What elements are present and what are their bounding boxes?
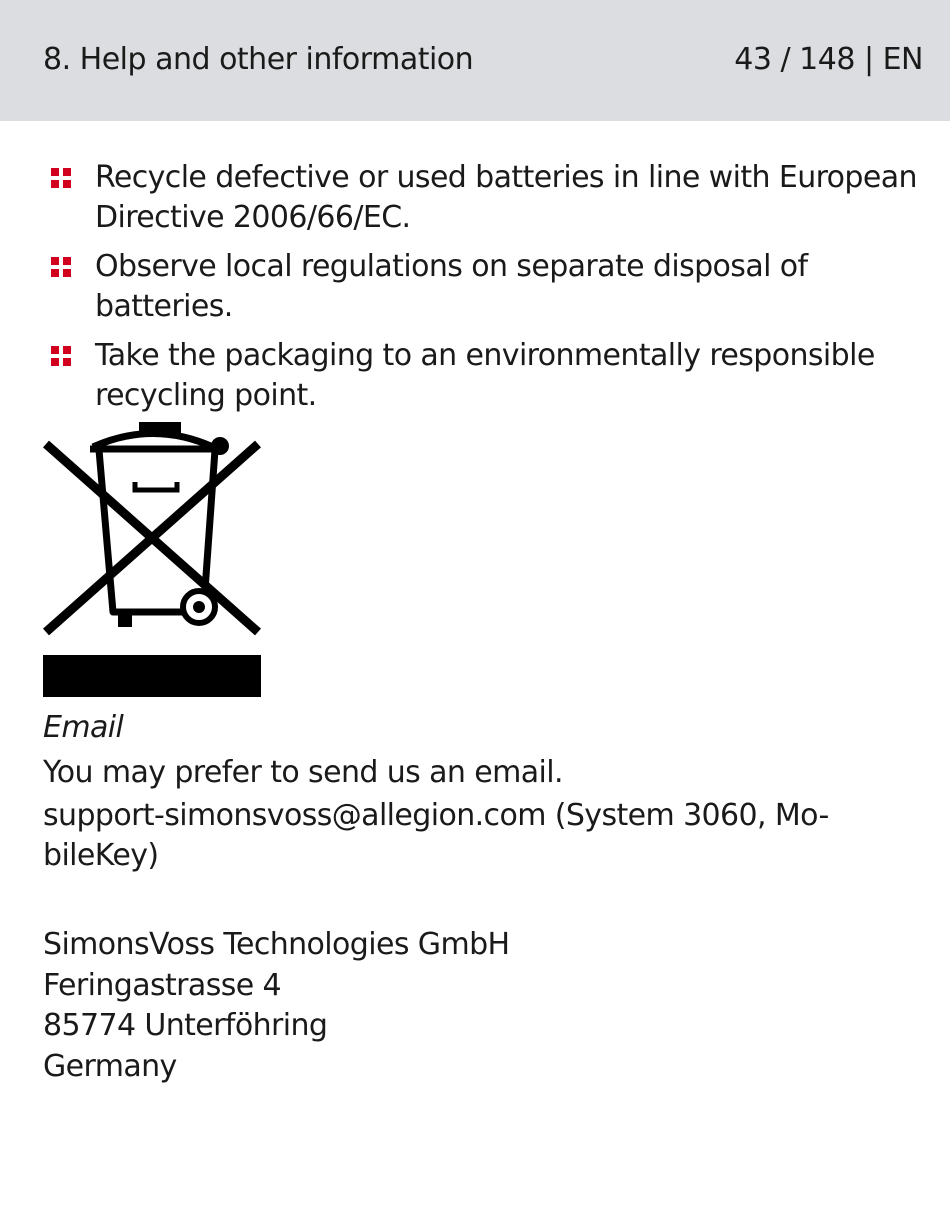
bullet-text: Take the packaging to an environmentally responsible recycling point. bbox=[95, 338, 875, 413]
chapter-title: 8. Help and other information bbox=[43, 42, 474, 77]
list-item bbox=[0, 336, 950, 416]
square-bullet-icon bbox=[51, 346, 71, 366]
square-bullet-icon bbox=[51, 257, 71, 277]
company-country: Germany bbox=[43, 1048, 177, 1084]
company-street: Feringastrasse 4 bbox=[43, 967, 282, 1003]
company-address bbox=[43, 925, 923, 1087]
email-heading: Email bbox=[43, 710, 124, 745]
company-name: SimonsVoss Technologies GmbH bbox=[43, 927, 510, 962]
bullet-text: Recycle defective or used batteries in line with European Directive 2006/66/EC. bbox=[95, 160, 917, 235]
email-intro: You may prefer to send us an email. bbox=[43, 755, 563, 790]
list-item bbox=[0, 158, 950, 238]
crossed-out-wheelie-bin-icon bbox=[43, 420, 261, 698]
support-email-address[interactable]: support-simonsvoss@allegion.com (System 3060, Mo-bileKey) bbox=[43, 798, 829, 873]
disposal-instructions-list bbox=[0, 158, 950, 425]
company-city: 85774 Unterföhring bbox=[43, 1008, 328, 1043]
list-item bbox=[0, 247, 950, 327]
square-bullet-icon bbox=[51, 168, 71, 188]
page-number: 43 / 148 | EN bbox=[734, 42, 923, 77]
page-header bbox=[0, 0, 950, 121]
bullet-text: Observe local regulations on separate disposal of batteries. bbox=[95, 249, 808, 324]
